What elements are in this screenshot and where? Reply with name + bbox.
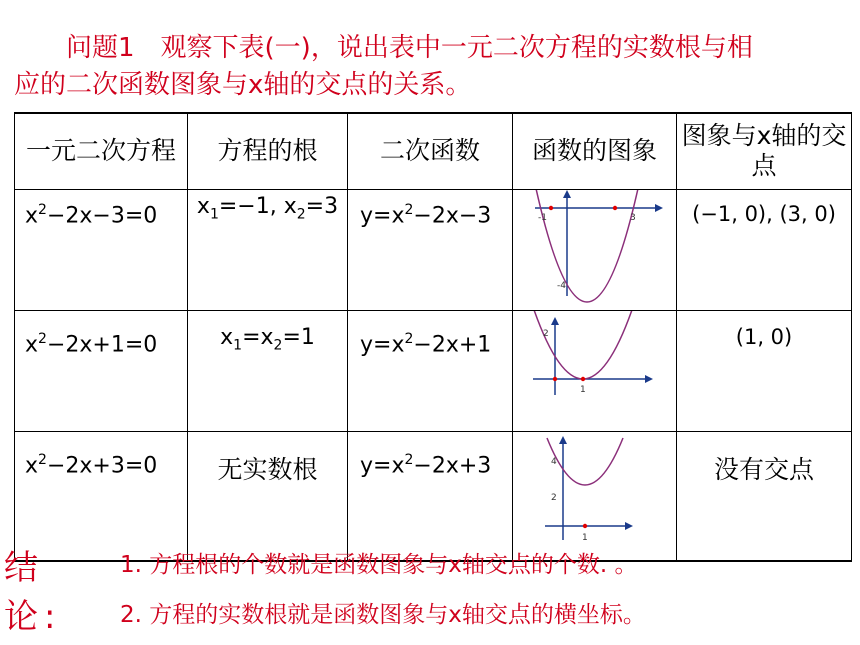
- intersection-cell: 没有交点: [713, 454, 814, 484]
- tick-label: 4: [551, 456, 557, 467]
- tick-label: 2: [551, 492, 557, 503]
- tick-label: -1: [538, 212, 547, 223]
- y-axis-arrow-icon: [551, 317, 559, 325]
- x-axis-arrow-icon: [655, 204, 663, 212]
- parabola-graph-3: [513, 432, 676, 548]
- x-axis-arrow-icon: [625, 522, 633, 530]
- table-row: [15, 310, 852, 431]
- header-intersection: 图象与x轴的交点: [677, 113, 852, 189]
- parabola-graph-2: [513, 311, 676, 427]
- conclusion-point-1: 1. 方程根的个数就是函数图象与x轴交点的个数. 。: [120, 552, 638, 578]
- parabola-graph-1: [513, 190, 676, 306]
- problem-title: [14, 30, 844, 104]
- function-cell: $y=x^2-2x+3$: [360, 451, 492, 478]
- origin-point: [553, 376, 557, 380]
- tick-label: -4: [557, 280, 566, 291]
- header-roots: 方程的根: [188, 113, 348, 189]
- vertex-point: [581, 376, 585, 380]
- y-axis-arrow-icon: [559, 436, 567, 444]
- root-point: [549, 205, 553, 209]
- function-cell: $y=x^2-2x-3$: [360, 201, 492, 228]
- equation-cell: $x^2-2x-3=0$: [25, 201, 158, 228]
- x-axis-arrow-icon: [645, 375, 653, 383]
- header-function: 二次函数: [348, 113, 513, 189]
- roots-cell: $x_1=-1$, $x_2=3$: [196, 193, 339, 222]
- intersection-cell: (1, 0): [735, 324, 793, 349]
- problem-title-line2: 应的二次函数图象与x轴的交点的关系。: [14, 70, 472, 100]
- function-cell: $y=x^2-2x+1$: [360, 330, 492, 357]
- equation-cell: $x^2-2x+3=0$: [25, 451, 158, 478]
- conclusion-heading: 结 论:: [4, 548, 62, 637]
- equation-cell: $x^2-2x+1=0$: [25, 330, 158, 357]
- tick-label: 3: [630, 212, 636, 223]
- intersection-cell: (−1, 0), (3, 0): [692, 201, 836, 226]
- table-row: [15, 431, 852, 561]
- roots-cell: 无实数根: [217, 454, 318, 484]
- table-row: [15, 189, 852, 310]
- header-graph: 函数的图象: [513, 113, 677, 189]
- problem-title-line1: 问题1 观察下表(一)，说出表中一元二次方程的实数根与相: [66, 33, 753, 63]
- tick-label: 1: [580, 384, 586, 395]
- conclusion-point-2: 2. 方程的实数根就是函数图象与x轴交点的横坐标。: [120, 602, 646, 628]
- tick-label: 1: [582, 532, 588, 543]
- roots-cell: $x_1=x_2=1$: [220, 324, 315, 353]
- equation-table: [14, 112, 852, 562]
- parabola-curve: [547, 438, 623, 485]
- table-header-row: [15, 113, 852, 189]
- y-axis-arrow-icon: [563, 190, 571, 198]
- parabola-curve: [533, 311, 633, 379]
- tick-label: 2: [543, 328, 549, 339]
- tick-point: [583, 523, 587, 527]
- root-point: [613, 205, 617, 209]
- header-equation: 一元二次方程: [15, 113, 188, 189]
